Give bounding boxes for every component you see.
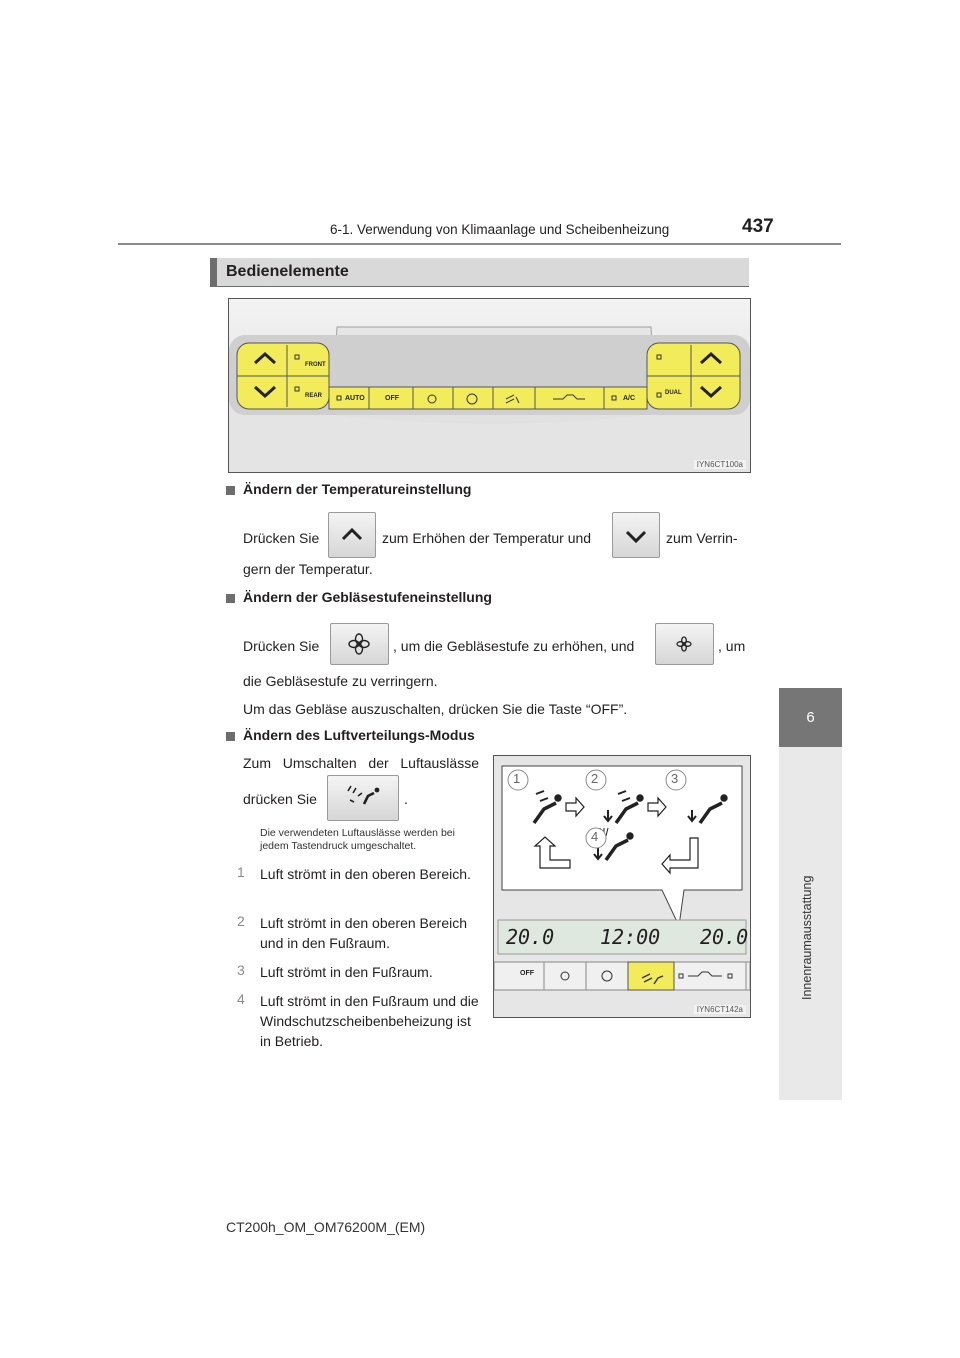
air-flow-icon xyxy=(328,776,398,820)
off-label: OFF xyxy=(385,395,399,402)
item-number-2: 2 xyxy=(237,913,245,929)
callout-4: 4 xyxy=(591,829,599,844)
chapter-tab-label: Innenraumausstattung xyxy=(800,875,814,1000)
fan-up-button-image xyxy=(330,623,389,665)
mode-text-b: . xyxy=(404,791,408,807)
mode-text-a: drücken Sie xyxy=(243,791,317,807)
temp-up-button-image xyxy=(328,512,376,558)
mode-note: Die verwendeten Luftauslässe werden bei jedem Tastendruck umgeschaltet. xyxy=(260,827,455,852)
off-label: OFF xyxy=(520,970,534,977)
figure-id: IYN6CT100a xyxy=(694,460,746,469)
mode-heading: Ändern des Luftverteilungs-Modus xyxy=(243,727,475,743)
fan-text-line2: die Gebläsestufe zu verringern. xyxy=(243,673,438,689)
section-heading-accent xyxy=(210,258,217,286)
airflow-mode-figure xyxy=(493,755,751,1018)
chevron-up-icon xyxy=(329,513,375,557)
front-defrost-label: FRONT xyxy=(305,362,326,368)
temp-text-line2: gern der Temperatur. xyxy=(243,561,373,577)
fan-text-c: , um xyxy=(718,638,746,654)
mode-text-line1: Zum Umschalten der Luftauslässe xyxy=(243,755,479,771)
fan-large-icon xyxy=(331,624,388,664)
chapter-title: 6-1. Verwendung von Klimaanlage und Scheibenheizung xyxy=(330,222,670,237)
auto-label: AUTO xyxy=(345,395,365,402)
airflow-mode-illustration xyxy=(494,756,750,1017)
display-temp-left: 20.0 xyxy=(506,925,555,949)
callout-3: 3 xyxy=(671,771,679,786)
page-number: 437 xyxy=(742,216,774,237)
mode-button-image xyxy=(327,775,399,821)
section-title: Bedienelemente xyxy=(226,263,349,280)
temp-text-a: Drücken Sie xyxy=(243,530,320,546)
callout-2: 2 xyxy=(591,771,599,786)
section-heading-underline xyxy=(210,286,749,287)
fan-text-line3: Um das Gebläse auszuschalten, drücken Sie die Taste “OFF”. xyxy=(243,701,628,717)
item-number-3: 3 xyxy=(237,962,245,978)
bullet-square xyxy=(226,732,235,741)
fan-heading: Ändern der Gebläsestufeneinstellung xyxy=(243,589,492,605)
fan-text-a: Drücken Sie xyxy=(243,638,320,654)
fan-small-icon xyxy=(656,624,713,664)
control-panel-illustration xyxy=(229,299,750,472)
chevron-down-icon xyxy=(613,513,659,557)
display-clock: 12:00 xyxy=(600,925,661,949)
ac-label: A/C xyxy=(623,395,636,402)
control-panel-figure xyxy=(228,298,751,473)
figure-id: IYN6CT142a xyxy=(694,1005,746,1014)
temp-text-b: zum Erhöhen der Temperatur und xyxy=(382,530,592,546)
item-text-2: Luft strömt in den oberen Bereich und in den Fußraum. xyxy=(260,915,468,951)
item-text-3: Luft strömt in den Fußraum. xyxy=(260,964,433,980)
fan-down-button-image xyxy=(655,623,714,665)
footer-code: CT200h_OM_OM76200M_(EM) xyxy=(226,1219,426,1235)
dual-label: DUAL xyxy=(665,390,682,396)
item-number-1: 1 xyxy=(237,864,245,880)
temp-text-c: zum Verrin- xyxy=(666,530,738,546)
temp-heading: Ändern der Temperatureinstellung xyxy=(243,481,472,497)
bullet-square xyxy=(226,486,235,495)
header-rule xyxy=(118,243,841,245)
item-number-4: 4 xyxy=(237,991,245,1007)
rear-defrost-label: REAR xyxy=(305,393,323,399)
item-text-1: Luft strömt in den oberen Bereich. xyxy=(260,866,471,882)
fan-text-b: , um die Gebläsestufe zu erhöhen, und xyxy=(393,638,635,654)
chapter-tab-number: 6 xyxy=(806,709,815,726)
display-temp-right: 20.0 xyxy=(700,925,749,949)
item-text-4: Luft strömt in den Fußraum und die Windschutzscheibenbeheizung ist in Betrieb. xyxy=(260,993,479,1049)
temp-down-button-image xyxy=(612,512,660,558)
callout-1: 1 xyxy=(513,771,521,786)
bullet-square xyxy=(226,594,235,603)
